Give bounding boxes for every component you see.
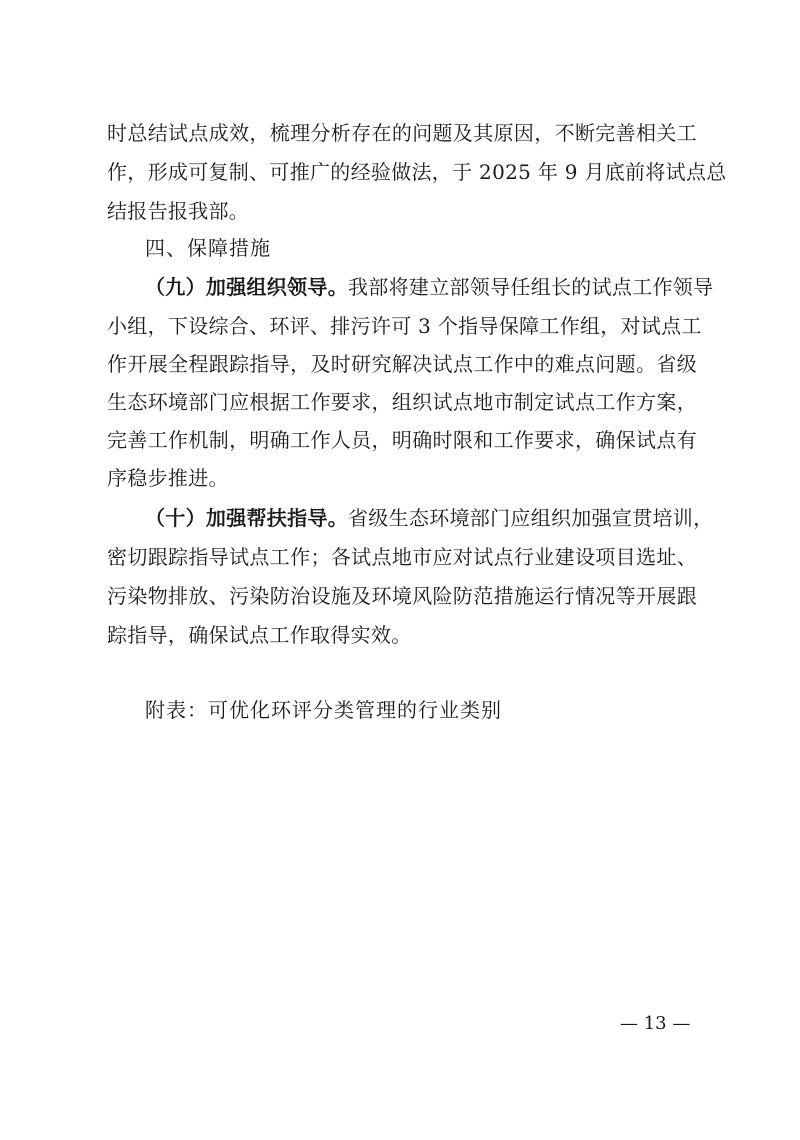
attachment-label: 附表：可优化环评分类管理的行业类别 (145, 698, 502, 722)
paragraph-line: 时总结试点成效，梳理分析存在的问题及其原因，不断完善相关工 (107, 121, 697, 145)
paragraph-line: 完善工作机制，明确工作人员，明确时限和工作要求，确保试点有 (107, 428, 697, 452)
paragraph-line: 小组，下设综合、环评、排污许可 3 个指导保障工作组，对试点工 (107, 314, 702, 338)
paragraph-line: 污染物排放、污染防治设施及环境风险防范措施运行情况等开展跟 (107, 584, 697, 608)
section-heading: 四、保障措施 (145, 236, 271, 260)
item-10-first-line (145, 506, 714, 530)
paragraph-line: 结报告报我部。 (107, 199, 250, 223)
paragraph-line: 踪指导，确保试点工作取得实效。 (107, 623, 412, 647)
paragraph-line: 作，形成可复制、可推广的经验做法，于 2025 年 9 月底前将试点总 (107, 160, 727, 184)
paragraph-line: 生态环境部门应根据工作要求，组织试点地市制定试点工作方案， (107, 390, 697, 414)
paragraph-line: 密切跟踪指导试点工作；各试点地市应对试点行业建设项目选址、 (107, 545, 697, 569)
paragraph-line: 序稳步推进。 (107, 466, 229, 490)
paragraph-line: 作开展全程跟踪指导，及时研究解决试点工作中的难点问题。省级 (107, 352, 697, 376)
item-10-title: （十）加强帮扶指导。 (145, 506, 348, 530)
item-9-first-line-text: 我部将建立部领导任组长的试点工作领导 (348, 275, 714, 299)
page-number: — 13 — (620, 1013, 691, 1034)
item-10-first-line-text: 省级生态环境部门应组织加强宣贯培训， (348, 506, 714, 530)
item-9-title: （九）加强组织领导。 (145, 275, 348, 299)
item-9-first-line (145, 275, 714, 299)
